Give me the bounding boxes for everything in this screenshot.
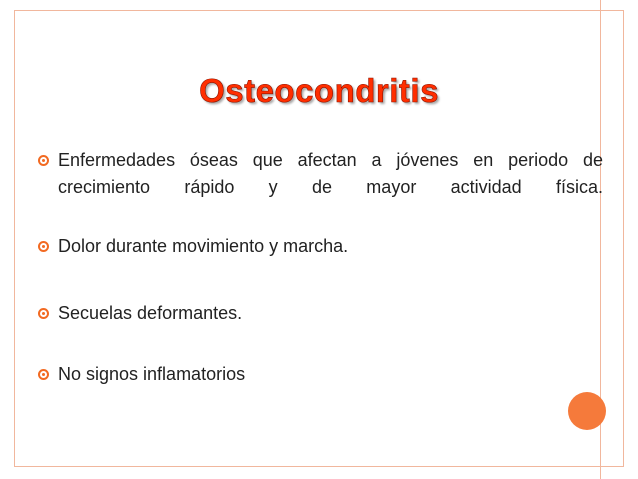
ring-bullet-icon: [38, 308, 49, 319]
bullet-item: [38, 147, 603, 207]
bullet-text: Enfermedades óseas que afectan a jóvenes en periodo de crecimiento rápido y de mayor actividad física.: [58, 150, 603, 197]
ring-bullet-icon: [38, 369, 49, 380]
slide-title: Osteocondritis: [199, 72, 439, 109]
bullet-text: No signos inflamatorios: [58, 364, 246, 384]
bullet-item: [38, 361, 603, 391]
ring-bullet-icon: [38, 155, 49, 166]
bullet-text: Secuelas deformantes.: [58, 303, 243, 323]
ring-bullet-icon: [38, 241, 49, 252]
bullet-text: Dolor durante movimiento y marcha.: [58, 236, 349, 256]
orange-circle-decoration: [568, 392, 606, 430]
bullet-item: [38, 233, 603, 263]
bullet-item: [38, 300, 603, 330]
